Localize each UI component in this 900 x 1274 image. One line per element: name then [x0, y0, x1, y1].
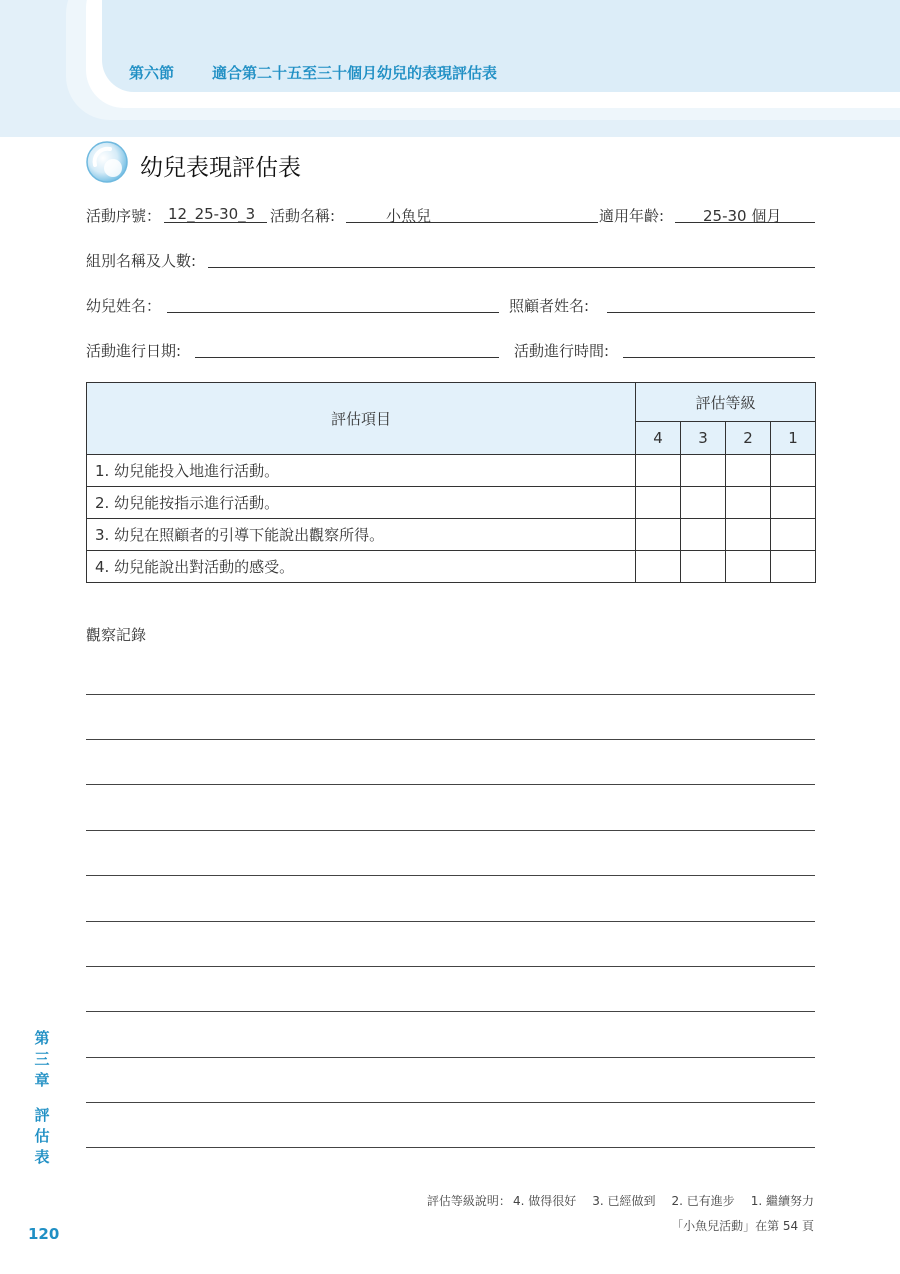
- grade-header-3: 3: [681, 422, 726, 455]
- grade-cell[interactable]: [636, 487, 681, 519]
- grade-cell[interactable]: [771, 551, 816, 583]
- observation-line: [86, 875, 815, 876]
- grade-cell[interactable]: [771, 519, 816, 551]
- grade-cell[interactable]: [726, 487, 771, 519]
- col-header-grade: 評估等級: [636, 383, 816, 422]
- evaluation-table: [86, 382, 816, 583]
- observation-line: [86, 1057, 815, 1058]
- group-line: [208, 267, 815, 268]
- activity-name-value: 小魚兒: [386, 207, 432, 225]
- observation-line: [86, 1102, 815, 1103]
- row-item: 1. 幼兒能投入地進行活動。: [87, 455, 636, 487]
- page-number: 120: [28, 1225, 60, 1243]
- time-line: [623, 357, 815, 358]
- observation-line: [86, 1011, 815, 1012]
- grade-cell[interactable]: [771, 487, 816, 519]
- row-item: 4. 幼兒能說出對活動的感受。: [87, 551, 636, 583]
- time-label: 活動進行時間:: [514, 342, 610, 360]
- grade-header-4: 4: [636, 422, 681, 455]
- grade-cell[interactable]: [681, 519, 726, 551]
- grade-cell[interactable]: [681, 487, 726, 519]
- row-item: 3. 幼兒在照顧者的引導下能說出觀察所得。: [87, 519, 636, 551]
- age-label: 適用年齡:: [599, 207, 665, 225]
- legend-item: 4. 做得很好: [512, 1194, 577, 1208]
- activity-name-label: 活動名稱:: [270, 207, 336, 225]
- observation-line: [86, 966, 815, 967]
- age-value: 25-30 個月: [703, 207, 782, 225]
- observation-line: [86, 830, 815, 831]
- col-header-item: 評估項目: [87, 383, 636, 455]
- chapter-char: 章: [34, 1071, 50, 1089]
- chapter-name-char: 表: [34, 1148, 50, 1166]
- grade-cell[interactable]: [681, 455, 726, 487]
- grade-cell[interactable]: [681, 551, 726, 583]
- grade-cell[interactable]: [726, 519, 771, 551]
- activity-reference: 「小魚兒活動」在第 54 頁: [671, 1219, 814, 1233]
- observation-line: [86, 694, 815, 695]
- legend-label: 評估等級說明：: [426, 1194, 511, 1208]
- observation-line: [86, 739, 815, 740]
- child-name-label: 幼兒姓名：: [86, 297, 162, 315]
- observation-title: 觀察記錄: [86, 626, 147, 644]
- chapter-name-char: 評: [34, 1106, 50, 1124]
- child-name-line: [167, 312, 499, 313]
- header-section: 第六節: [129, 64, 175, 82]
- grade-cell[interactable]: [636, 519, 681, 551]
- grade-cell[interactable]: [726, 455, 771, 487]
- grade-cell[interactable]: [636, 551, 681, 583]
- date-label: 活動進行日期:: [86, 342, 182, 360]
- row-item: 2. 幼兒能按指示進行活動。: [87, 487, 636, 519]
- group-label: 組別名稱及人數:: [86, 252, 197, 270]
- table-row: [87, 455, 816, 487]
- activity-no-label: 活動序號：: [86, 207, 162, 225]
- observation-line: [86, 1147, 815, 1148]
- header-title: 適合第二十五至三十個月幼兒的表現評估表: [212, 64, 498, 82]
- grade-cell[interactable]: [771, 455, 816, 487]
- date-line: [195, 357, 499, 358]
- legend-item: 1. 繼續努力: [750, 1194, 814, 1208]
- chapter-name-char: 估: [34, 1127, 50, 1145]
- grade-cell[interactable]: [726, 551, 771, 583]
- observation-line: [86, 784, 815, 785]
- page-title: 幼兒表現評估表: [140, 155, 301, 181]
- legend-item: 2. 已有進步: [671, 1194, 735, 1208]
- chapter-char: 三: [34, 1050, 50, 1068]
- carer-name-label: 照顧者姓名:: [509, 297, 590, 315]
- bubble-icon: [86, 141, 128, 183]
- observation-line: [86, 921, 815, 922]
- table-row: [87, 487, 816, 519]
- grade-header-2: 2: [726, 422, 771, 455]
- activity-name-line: [346, 222, 598, 223]
- activity-no-value: 12_25-30_3: [168, 205, 256, 223]
- chapter-char: 第: [34, 1029, 50, 1047]
- grade-header-1: 1: [771, 422, 816, 455]
- grade-legend: [427, 1192, 814, 1209]
- table-row: [87, 551, 816, 583]
- carer-name-line: [607, 312, 815, 313]
- grade-cell[interactable]: [636, 455, 681, 487]
- table-row: [87, 519, 816, 551]
- side-chapter-label: [30, 1028, 54, 1168]
- legend-item: 3. 已經做到: [592, 1194, 656, 1208]
